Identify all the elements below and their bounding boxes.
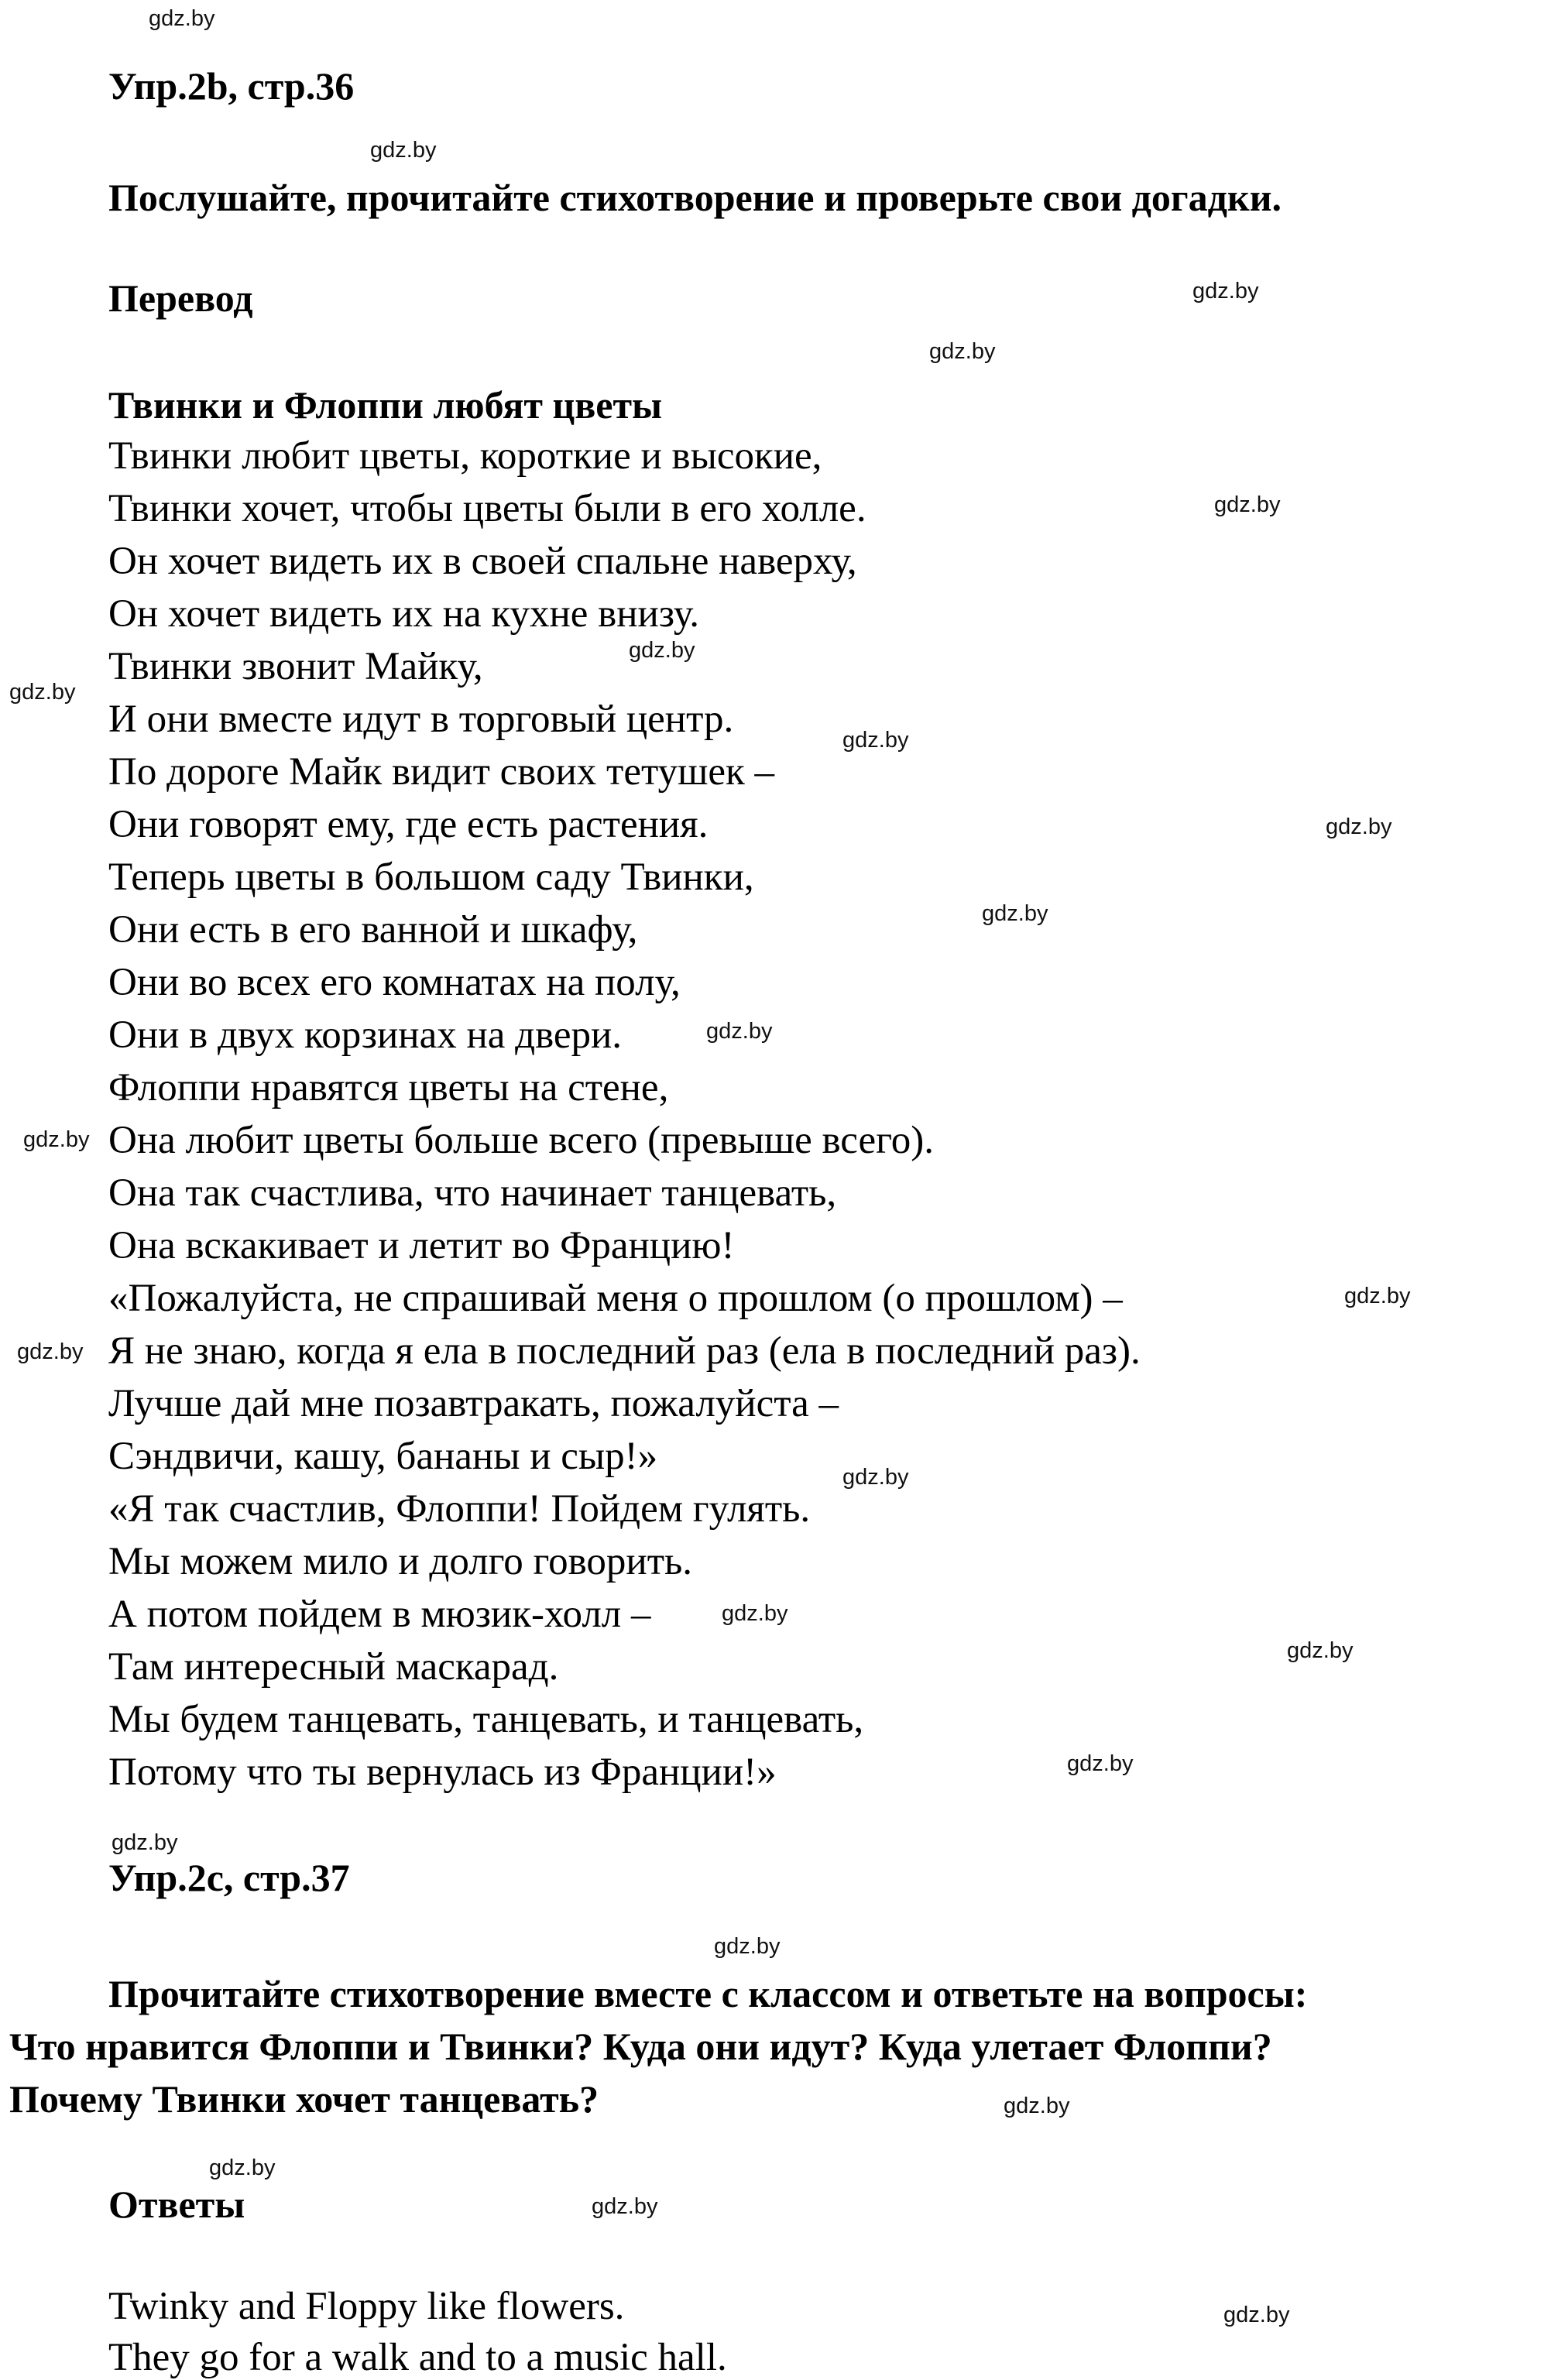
watermark: gdz.by: [1223, 2303, 1290, 2327]
poem-line: Теперь цветы в большом саду Твинки,: [108, 856, 754, 899]
watermark: gdz.by: [1344, 1284, 1411, 1308]
poem-line: Она любит цветы больше всего (превыше всего).: [108, 1119, 935, 1162]
poem-line: Они во всех его комнатах на полу,: [108, 961, 681, 1004]
poem-line: Они в двух корзинах на двери.: [108, 1013, 623, 1057]
poem-line: По дороге Майк видит своих тетушек –: [108, 750, 775, 794]
poem-line: Они есть в его ванной и шкафу,: [108, 908, 638, 952]
watermark: gdz.by: [1326, 814, 1392, 839]
watermark: gdz.by: [1067, 1751, 1134, 1776]
watermark: gdz.by: [592, 2194, 658, 2219]
poem-line: Он хочет видеть их на кухне внизу.: [108, 592, 700, 636]
answer-line: They go for a walk and to a music hall.: [108, 2336, 727, 2379]
poem-line: И они вместе идут в торговый центр.: [108, 698, 734, 741]
translation-label: Перевод: [108, 276, 253, 320]
poem-line: Я не знаю, когда я ела в последний раз (ела в последний раз).: [108, 1329, 1141, 1373]
watermark: gdz.by: [929, 339, 996, 364]
poem-line: Мы можем мило и долго говорить.: [108, 1540, 692, 1583]
watermark: gdz.by: [1214, 492, 1281, 517]
watermark: gdz.by: [714, 1934, 781, 1959]
poem-line: Твинки звонит Майку,: [108, 645, 483, 688]
watermark: gdz.by: [112, 1830, 178, 1855]
poem-line: Она вскакивает и летит во Францию!: [108, 1224, 735, 1267]
watermark: gdz.by: [209, 2155, 276, 2180]
watermark: gdz.by: [149, 6, 215, 31]
watermark: gdz.by: [1192, 279, 1259, 304]
answers-label: Ответы: [108, 2183, 245, 2226]
poem-line: Она так счастлива, что начинает танцевать,: [108, 1171, 837, 1215]
poem-line: Сэндвичи, кашу, бананы и сыр!»: [108, 1435, 658, 1478]
poem-title: Твинки и Флоппи любят цветы: [108, 383, 663, 427]
exercise-2b-instruction: Послушайте, прочитайте стихотворение и проверьте свои догадки.: [108, 176, 1282, 219]
watermark: gdz.by: [1287, 1638, 1354, 1663]
watermark: gdz.by: [370, 138, 437, 163]
poem-line: «Я так счастлив, Флоппи! Пойдем гулять.: [108, 1487, 811, 1531]
poem-line: Твинки хочет, чтобы цветы были в его холле.: [108, 487, 866, 530]
watermark: gdz.by: [706, 1019, 773, 1044]
poem-line: Лучше дай мне позавтракать, пожалуйста –: [108, 1382, 839, 1425]
watermark: gdz.by: [982, 901, 1048, 926]
poem-line: «Пожалуйста, не спрашивай меня о прошлом (о прошлом) –: [108, 1277, 1123, 1320]
poem-line: Мы будем танцевать, танцевать, и танцевать,: [108, 1698, 864, 1741]
watermark: gdz.by: [23, 1127, 90, 1152]
poem-line: Он хочет видеть их в своей спальне наверху,: [108, 540, 857, 583]
watermark: gdz.by: [722, 1601, 788, 1626]
watermark: gdz.by: [842, 728, 909, 753]
exercise-2b-title: Упр.2b, стр.36: [108, 64, 355, 108]
poem-line: Там интересный маскарад.: [108, 1645, 559, 1689]
poem-line: А потом пойдем в мюзик-холл –: [108, 1593, 651, 1636]
poem-line: Флоппи нравятся цветы на стене,: [108, 1066, 669, 1109]
exercise-2c-instruction-line: Прочитайте стихотворение вместе с классом и ответьте на вопросы:: [108, 1972, 1308, 2015]
answer-line: Twinky and Floppy like flowers.: [108, 2285, 625, 2328]
poem-line: Потому что ты вернулась из Франции!»: [108, 1751, 777, 1794]
watermark: gdz.by: [17, 1339, 84, 1364]
watermark: gdz.by: [1004, 2094, 1070, 2118]
exercise-2c-instruction-line: Почему Твинки хочет танцевать?: [9, 2077, 599, 2121]
watermark: gdz.by: [629, 638, 695, 663]
poem-line: Они говорят ему, где есть растения.: [108, 803, 709, 846]
poem-line: Твинки любит цветы, короткие и высокие,: [108, 434, 822, 478]
exercise-2c-instruction-line: Что нравится Флоппи и Твинки? Куда они идут? Куда улетает Флоппи?: [9, 2025, 1272, 2068]
watermark: gdz.by: [842, 1465, 909, 1490]
watermark: gdz.by: [9, 680, 76, 705]
exercise-2c-title: Упр.2с, стр.37: [108, 1856, 350, 1899]
